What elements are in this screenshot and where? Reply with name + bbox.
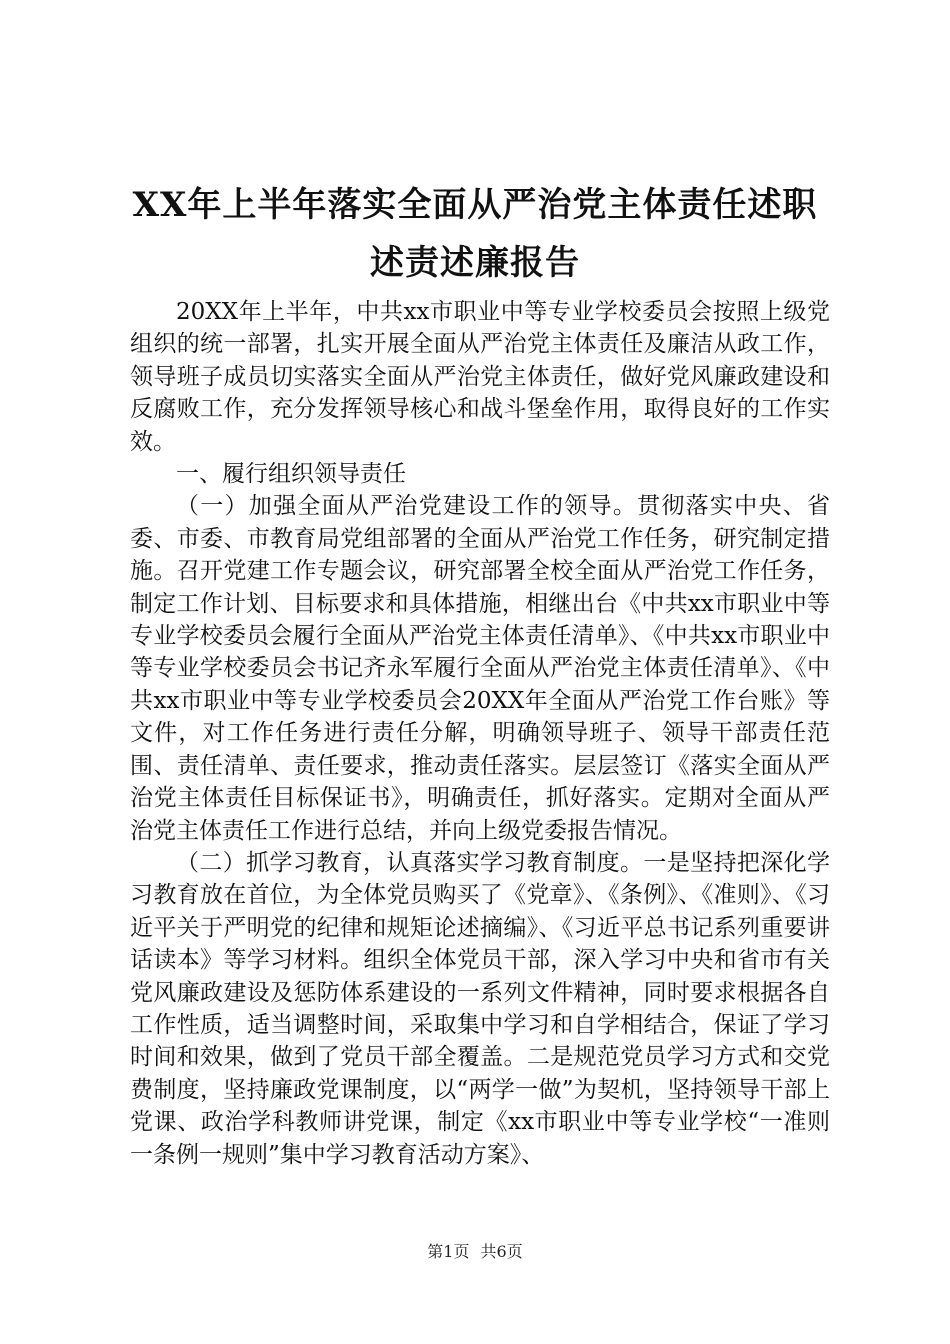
page-footer (0, 1242, 950, 1262)
paragraph-intro: 20XX年上半年，中共xx市职业中等专业学校委员会按照上级党组织的统一部署，扎实开展全面从严治党主体责任及廉洁从政工作，领导班子成员切实落实全面从严治党主体责任，做好党风廉政建设和反腐败工作，充分发挥领导核心和战斗堡垒作用，取得良好的工作实效。 (130, 299, 830, 455)
document-body (130, 296, 830, 1171)
document-title-line-1: XX年上半年落实全面从严治党主体责任述职 (132, 185, 818, 225)
paragraph-section-1-2: （二）抓学习教育，认真落实学习教育制度。一是坚持把深化学习教育放在首位，为全体党员购买了《党章》、《条例》、《准则》、《习近平关于严明党的纪律和规矩论述摘编》、《习近平总书记系列重要讲话读本》等学习材料。组织全体党员干部，深入学习中央和省市有关党风廉政建设及惩防体系建设的一系列文件精神，同时要求根据各自工作性质，适当调整时间，采取集中学习和自学相结合，保证了学习时间和效果，做到了党员干部全覆盖。二是规范党员学习方式和交党费制度，坚持廉政党课制度，以“两学一做”为契机，坚持领导干部上党课、政治学科教师讲党课，制定《xx市职业中等专业学校“一准则一条例一规则”集中学习教育活动方案》、 (130, 849, 830, 1168)
page-number: 第1页 (427, 1242, 470, 1261)
page-total: 共6页 (480, 1242, 523, 1261)
paragraph-section-1-1: （一）加强全面从严治党建设工作的领导。贯彻落实中央、省委、市委、市教育局党组部署的全面从严治党工作任务，研究制定措施。召开党建工作专题会议，研究部署全校全面从严治党工作任务，制定工作计划、目标要求和具体措施，相继出台《中共xx市职业中等专业学校委员会履行全面从严治党主体责任清单》、《中共xx市职业中等专业学校委员会书记齐永军履行全面从严治党主体责任清单》、《中共xx市职业中等专业学校委员会20XX年全面从严治党工作台账》等文件，对工作任务进行责任分解，明确领导班子、领导干部责任范围、责任清单、责任要求，推动责任落实。层层签订《落实全面从严治党主体责任目标保证书》，明确责任，抓好落实。定期对全面从严治党主体责任工作进行总结，并向上级党委报告情况。 (130, 493, 830, 844)
section-heading-1: 一、履行组织领导责任 (176, 461, 406, 488)
document-title-line-2: 述责述廉报告 (370, 243, 580, 283)
